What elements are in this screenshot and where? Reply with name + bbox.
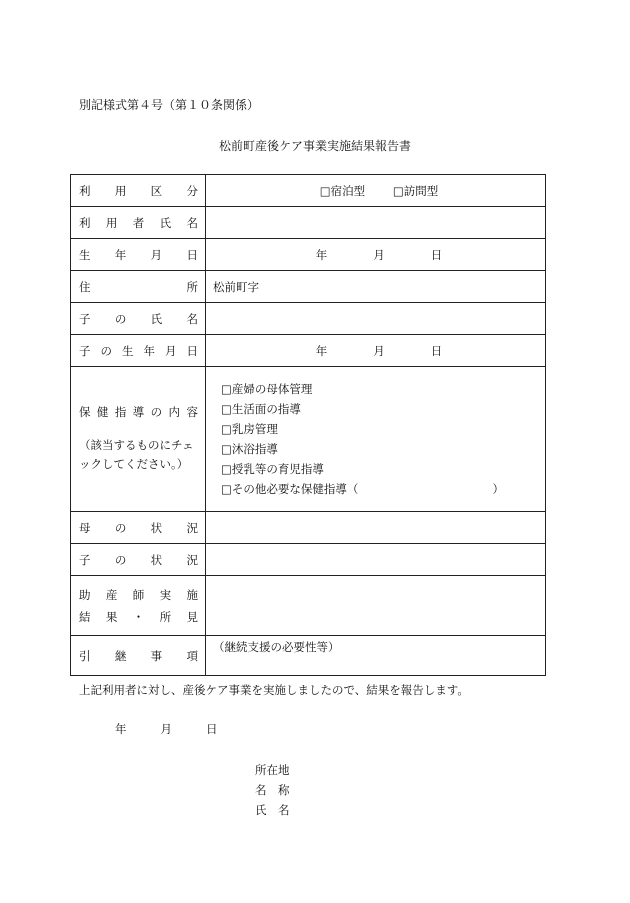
label-user-name [71, 207, 206, 239]
guidance-item-bathing[interactable]: □沐浴指導 [221, 442, 278, 456]
child-birth-date-units [213, 343, 545, 359]
label-usage-type [71, 175, 206, 207]
label-mother-status [71, 512, 206, 544]
label-child-name-text [79, 311, 198, 327]
guidance-item-maternal-care[interactable]: □産婦の母体管理 [221, 382, 313, 396]
label-char: 名 [186, 311, 198, 326]
label-char: 果 [105, 609, 118, 624]
label-char: 状 [150, 552, 163, 567]
label-char: 事 [150, 648, 163, 663]
row-midwife-result [71, 576, 546, 636]
value-birth-date-field[interactable] [206, 239, 546, 271]
label-address [71, 271, 206, 303]
label-char: 利 [79, 183, 91, 198]
label-char: 年 [114, 247, 127, 262]
label-char: 区 [150, 183, 163, 198]
birth-date-units [213, 247, 545, 263]
label-char: 用 [114, 183, 127, 198]
value-usage-type [206, 175, 546, 207]
year-unit: 年 [315, 247, 328, 262]
label-char: 継 [114, 648, 127, 663]
label-char: の [114, 552, 127, 567]
guidance-other-label: □その他必要な保健指導（ [221, 482, 359, 496]
label-char: 利 [79, 215, 91, 230]
label-child-birth-date-text [79, 343, 198, 359]
row-user-name [71, 207, 546, 239]
label-mother-status-text [79, 520, 198, 536]
handover-hint: （継続支援の必要性等） [213, 640, 340, 654]
value-health-guidance [206, 367, 546, 512]
label-char: 名 [186, 215, 198, 230]
label-midwife-result [71, 576, 206, 636]
label-char: 年 [143, 343, 155, 358]
report-form-table [70, 174, 546, 676]
label-char: 子 [79, 552, 91, 567]
row-handover [71, 636, 546, 676]
label-char: 母 [79, 520, 91, 535]
address-prefix: 松前町字 [213, 279, 259, 294]
footer-statement: 上記利用者に対し、産後ケア事業を実施しましたので、結果を報告します。 [79, 683, 469, 697]
label-char: 施 [186, 587, 198, 602]
label-char: 生 [122, 343, 134, 358]
value-child-status-field[interactable] [206, 544, 546, 576]
guidance-item-other[interactable] [221, 479, 504, 499]
label-char: 日 [186, 343, 198, 358]
label-char: 生 [79, 247, 91, 262]
label-char: 所 [159, 609, 172, 624]
label-char: 結 [79, 609, 91, 624]
label-char: 産 [105, 587, 118, 602]
row-address [71, 271, 546, 303]
label-char: 容 [186, 405, 198, 419]
value-address-field[interactable] [206, 271, 546, 303]
row-birth-date [71, 239, 546, 271]
label-char: 助 [79, 587, 91, 602]
row-usage-type [71, 175, 546, 207]
label-char: 況 [186, 520, 198, 535]
label-midwife-line2 [79, 606, 198, 628]
label-char: 者 [132, 215, 145, 230]
row-mother-status [71, 512, 546, 544]
label-char: 項 [186, 648, 198, 663]
value-mother-status-field[interactable] [206, 512, 546, 544]
label-char: 分 [186, 183, 198, 198]
label-char: 日 [186, 247, 198, 262]
value-handover-field[interactable] [206, 636, 546, 676]
report-day-unit: 日 [206, 722, 218, 736]
label-child-birth-date [71, 335, 206, 367]
row-child-name [71, 303, 546, 335]
label-char: 健 [96, 405, 109, 419]
label-char: 導 [132, 405, 145, 419]
label-char: 況 [186, 552, 198, 567]
label-char: の [150, 405, 163, 419]
label-midwife-line1 [79, 584, 198, 606]
option-lodging-checkbox[interactable]: □宿泊型 [319, 183, 366, 198]
signature-person-label: 氏 名 [255, 803, 290, 817]
label-char: の [114, 311, 127, 326]
label-user-name-text [79, 215, 198, 231]
label-handover [71, 636, 206, 676]
label-char: の [100, 343, 112, 358]
document-title: 松前町産後ケア事業実施結果報告書 [218, 139, 411, 153]
check-instruction-note: （該当するものにチェックしてください。） [79, 438, 194, 471]
row-child-birth-date [71, 335, 546, 367]
label-char: 氏 [150, 311, 163, 326]
label-char: ・ [132, 609, 145, 624]
label-child-status-text [79, 552, 198, 568]
label-birth-date-text [79, 247, 198, 263]
label-char: 状 [150, 520, 163, 535]
guidance-item-feeding[interactable]: □授乳等の育児指導 [221, 462, 324, 476]
label-handover-text [79, 648, 198, 664]
value-child-name-field[interactable] [206, 303, 546, 335]
signature-name-label: 名 称 [255, 783, 290, 797]
label-char: 所 [186, 279, 198, 294]
day-unit: 日 [430, 343, 443, 358]
month-unit: 月 [373, 343, 385, 358]
value-midwife-result-field[interactable] [206, 576, 546, 636]
label-char: 実 [159, 587, 172, 602]
signature-block [255, 760, 290, 820]
label-char: 師 [132, 587, 145, 602]
label-char: 月 [150, 247, 163, 262]
label-char: 保 [79, 405, 91, 419]
label-char: 用 [105, 215, 118, 230]
guidance-other-close: ） [492, 482, 504, 496]
report-date [115, 721, 218, 737]
signature-location-label: 所在地 [255, 763, 290, 777]
label-address-text [79, 279, 198, 295]
label-char: 子 [79, 343, 91, 358]
label-char: の [114, 520, 127, 535]
option-visit-checkbox[interactable]: □訪問型 [392, 183, 439, 198]
label-char: 内 [168, 405, 181, 419]
label-char: 引 [79, 648, 91, 663]
guidance-item-lifestyle[interactable]: □生活面の指導 [221, 402, 301, 416]
label-char: 住 [79, 279, 91, 294]
report-month-unit: 月 [160, 722, 172, 736]
label-usage-type-text [79, 183, 198, 199]
label-char: 氏 [159, 215, 172, 230]
value-user-name-field[interactable] [206, 207, 546, 239]
label-health-guidance-text [79, 404, 198, 420]
guidance-item-breast-care[interactable]: □乳房管理 [221, 422, 278, 436]
label-char: 見 [186, 609, 198, 624]
label-child-name [71, 303, 206, 335]
month-unit: 月 [373, 247, 385, 262]
label-char: 子 [79, 311, 91, 326]
label-child-status [71, 544, 206, 576]
label-health-guidance [71, 367, 206, 512]
report-year-unit: 年 [115, 722, 127, 736]
label-char: 指 [114, 405, 127, 419]
row-health-guidance [71, 367, 546, 512]
label-birth-date [71, 239, 206, 271]
day-unit: 日 [430, 247, 443, 262]
label-char: 月 [165, 343, 177, 358]
value-child-birth-date-field[interactable] [206, 335, 546, 367]
row-child-status [71, 544, 546, 576]
header-note: 別記様式第４号（第１０条関係） [79, 98, 260, 112]
year-unit: 年 [315, 343, 328, 358]
guidance-checklist [213, 371, 545, 507]
